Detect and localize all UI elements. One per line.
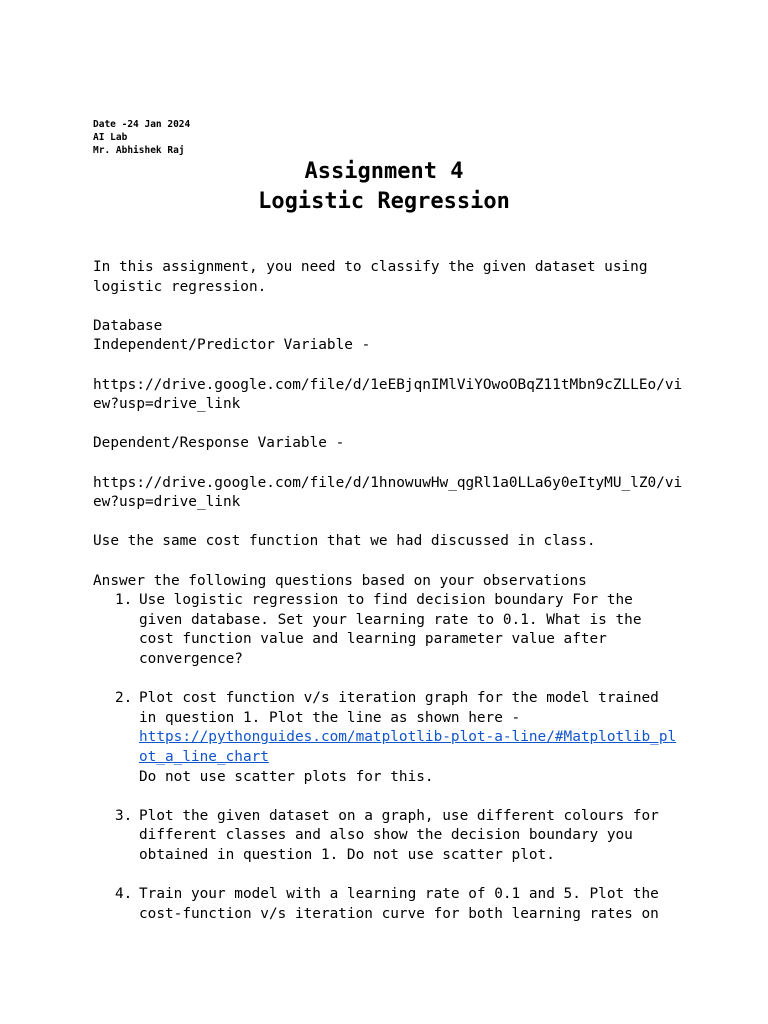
intro-line-1: In this assignment, you need to classify the given dataset using xyxy=(93,259,648,275)
question-line: given database. Set your learning rate to 0.1. What is the xyxy=(139,611,642,628)
question-line: cost function value and learning parameter value after xyxy=(139,631,607,648)
date-text: Date -24 Jan 2024 xyxy=(93,119,191,130)
course-text: AI Lab xyxy=(93,132,128,143)
independent-variable-label: Independent/Predictor Variable - xyxy=(93,337,371,354)
question-number: 3. xyxy=(115,807,133,824)
question-line: convergence? xyxy=(139,650,243,667)
dependent-variable-url-line-2: ew?usp=drive_link xyxy=(93,494,241,511)
assignment-title: Assignment 4 xyxy=(304,159,464,184)
intro-line-2: logistic regression. xyxy=(93,278,267,295)
database-heading: Database xyxy=(93,317,163,334)
questions-intro: Answer the following questions based on your observations xyxy=(93,572,587,589)
dependent-variable-url-line-1: https://drive.google.com/file/d/1hnowuwHw_qgRl1a0LLa6y0eItyMU_lZ0/vi xyxy=(93,474,683,491)
dependent-variable-label: Dependent/Response Variable - xyxy=(93,435,345,452)
spacer xyxy=(93,670,693,690)
question-number: 1. xyxy=(115,592,133,609)
question-number: 4. xyxy=(115,886,133,903)
question-line: cost-function v/s iteration curve for both learning rates on xyxy=(139,905,659,922)
question-line: different classes and also show the decision boundary you xyxy=(139,827,633,844)
question-item-4 xyxy=(93,885,693,924)
header-meta xyxy=(93,118,190,157)
cost-function-note: Use the same cost function that we had discussed in class. xyxy=(93,533,596,550)
spacer xyxy=(93,866,693,886)
question-line: Train your model with a learning rate of 0.1 and 5. Plot the xyxy=(139,886,659,903)
matplotlib-line-chart-link[interactable]: https://pythonguides.com/matplotlib-plot-a-line/#Matplotlib_pl xyxy=(139,729,677,746)
question-item-1 xyxy=(93,591,693,669)
question-line: Plot cost function v/s iteration graph for the model trained xyxy=(139,690,659,707)
question-number: 2. xyxy=(115,690,133,707)
independent-variable-url-line-2: ew?usp=drive_link xyxy=(93,396,241,413)
question-line: Do not use scatter plots for this. xyxy=(139,768,434,785)
question-item-3 xyxy=(93,807,693,866)
matplotlib-line-chart-link-continued[interactable]: ot_a_line_chart xyxy=(139,748,269,765)
independent-variable-url-line-1: https://drive.google.com/file/d/1eEBjqnIMlViYOwoOBqZ11tMbn9cZLLEo/vi xyxy=(93,376,683,393)
instructor-text: Mr. Abhishek Raj xyxy=(93,145,185,156)
question-line: Use logistic regression to find decision boundary For the xyxy=(139,592,633,609)
spacer xyxy=(93,787,693,807)
assignment-subtitle: Logistic Regression xyxy=(258,189,510,214)
question-line: Plot the given dataset on a graph, use different colours for xyxy=(139,807,659,824)
question-item-2 xyxy=(93,689,693,787)
questions-list xyxy=(93,591,693,924)
question-line: obtained in question 1. Do not use scatter plot. xyxy=(139,846,555,863)
question-line: in question 1. Plot the line as shown here - xyxy=(139,709,521,726)
